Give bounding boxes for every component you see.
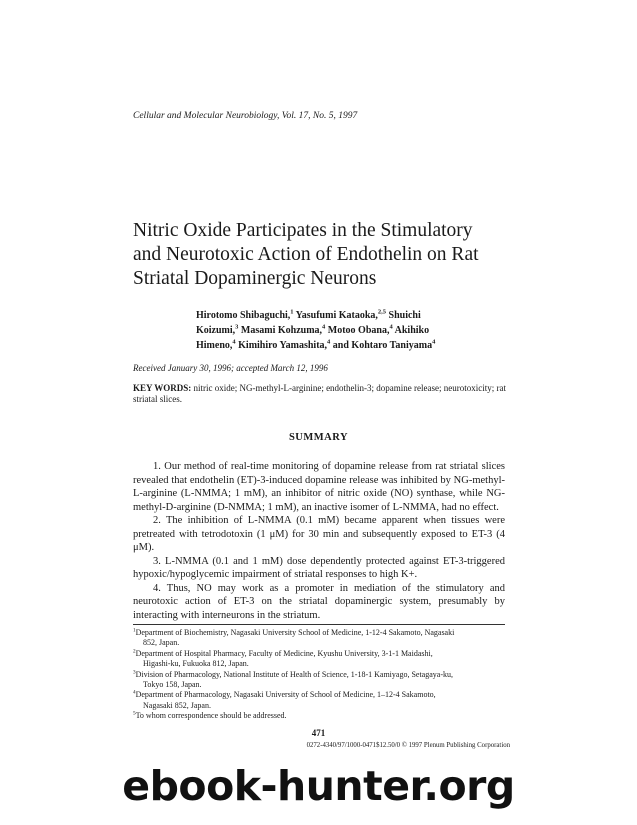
- author-name: Masami Kohzuma,: [238, 325, 323, 336]
- author-name: Himeno,: [196, 340, 233, 351]
- title-line: Striatal Dopaminergic Neurons: [133, 268, 377, 289]
- author-line: [196, 338, 516, 353]
- keywords-text: nitric oxide; NG-methyl-L-arginine; endothelin-3; dopamine release; neurotoxicity; rat striatal slices.: [133, 383, 507, 404]
- summary-paragraph: 4. Thus, NO may work as a promoter in mediation of the stimulatory and neurotoxic action of ET-3 on the striatal dopaminergic system, presumably by interacting with interneurons in the striatum.: [133, 582, 505, 621]
- footnote-mark: 1: [133, 627, 136, 634]
- footnote: [133, 711, 505, 721]
- author-line: [196, 308, 516, 323]
- summary-heading: SUMMARY: [288, 432, 349, 443]
- author-name: Hirotomo Shibaguchi,: [196, 310, 291, 321]
- summary-paragraph: 1. Our method of real-time monitoring of dopamine release from rat striatal slices revealed that endothelin (ET)-3-induced dopamine release was inhibited by NG-methyl-L-arginine (L-NMMA; 1 mM), an inhibitor of nitric oxide (NO) synthase, while NG-methyl-D-arginine (D-NMMA; 1 mM), an inactive isomer of L-NMMA, had no effect.: [133, 461, 505, 513]
- footnote-text: Department of Pharmacology, Nagasaki University of School of Medicine, 1–12-4 Sakamoto,: [135, 690, 436, 700]
- footnote-mark: 3: [133, 668, 136, 675]
- footnote-text: Division of Pharmacology, National Institute of Health of Science, 1-18-1 Kamiyago, Setagaya-ku,: [135, 669, 453, 679]
- copyright-line: 0272-4340/97/1000-0471$12.50/0 © 1997 Plenum Publishing Corporation: [306, 742, 510, 749]
- paper-title: [133, 219, 533, 291]
- title-line: Nitric Oxide Participates in the Stimulatory: [133, 220, 473, 241]
- footnote-continuation: Tokyo 158, Japan.: [143, 680, 202, 690]
- footnote: [133, 690, 505, 700]
- summary-body: [133, 460, 505, 622]
- footnote-mark: 4: [133, 689, 136, 696]
- summary-paragraph: 2. The inhibition of L-NMMA (0.1 mM) became apparent when tissues were pretreated with tetrodotoxin (1 μM) for 30 min and subsequently exposed to ET-3 (4 μM).: [133, 515, 505, 553]
- author-name: Kimihiro Yamashita,: [235, 340, 328, 351]
- affiliation-mark: 4: [432, 338, 436, 346]
- footnote-rule: [133, 624, 505, 625]
- keywords: [133, 383, 513, 405]
- summary-paragraph: 3. L-NMMA (0.1 and 1 mM) dose dependently protected against ET-3-triggered hypoxic/hypoglycemic impairment of striatal responses to high K+.: [133, 555, 505, 580]
- affiliation-mark: 3: [235, 323, 239, 331]
- footnote-text: Department of Biochemistry, Nagasaki University School of Medicine, 1-12-4 Sakamoto, Nagasaki: [135, 628, 455, 637]
- affiliation-mark: 4: [327, 338, 331, 346]
- affiliation-mark: 2,5: [377, 308, 387, 316]
- title-line: and Neurotoxic Action of Endothelin on Rat: [133, 244, 479, 265]
- author-name: and Kohtaro Taniyama: [330, 340, 433, 351]
- affiliation-mark: 4: [322, 323, 326, 331]
- watermark: ebook-hunter.org: [122, 762, 515, 810]
- journal-citation: Cellular and Molecular Neurobiology, Vol. 17, No. 5, 1997: [133, 111, 358, 121]
- page-number: 471: [311, 728, 326, 738]
- footnote-continuation: Higashi-ku, Fukuoka 812, Japan.: [143, 659, 249, 669]
- footnote: [133, 628, 505, 638]
- author-name: Motoo Obana,: [325, 325, 390, 336]
- footnote-continuation: 852, Japan.: [143, 638, 180, 648]
- author-name: Shuichi: [386, 310, 421, 321]
- affiliation-mark: 4: [232, 338, 236, 346]
- footnote-mark: 2: [133, 648, 136, 655]
- author-name: Koizumi,: [196, 325, 236, 336]
- affiliation-mark: 1: [290, 308, 294, 316]
- footnote: [133, 670, 505, 680]
- author-name: Yasufumi Kataoka,: [293, 310, 378, 321]
- footnote-mark: 5: [133, 710, 136, 717]
- author-list: [196, 308, 516, 353]
- footnote: [133, 649, 505, 659]
- author-line: [196, 323, 516, 338]
- footnote-text: To whom correspondence should be addressed.: [135, 711, 287, 721]
- received-dates: Received January 30, 1996; accepted March 12, 1996: [133, 363, 328, 373]
- footnotes: [133, 628, 505, 722]
- keywords-label: KEY WORDS:: [133, 383, 192, 393]
- affiliation-mark: 4: [389, 323, 393, 331]
- footnote-continuation: Nagasaki 852, Japan.: [143, 700, 211, 710]
- footnote-text: Department of Hospital Pharmacy, Faculty of Medicine, Kyushu University, 3-1-1 Maidashi,: [135, 648, 433, 658]
- author-name: Akihiko: [392, 325, 430, 336]
